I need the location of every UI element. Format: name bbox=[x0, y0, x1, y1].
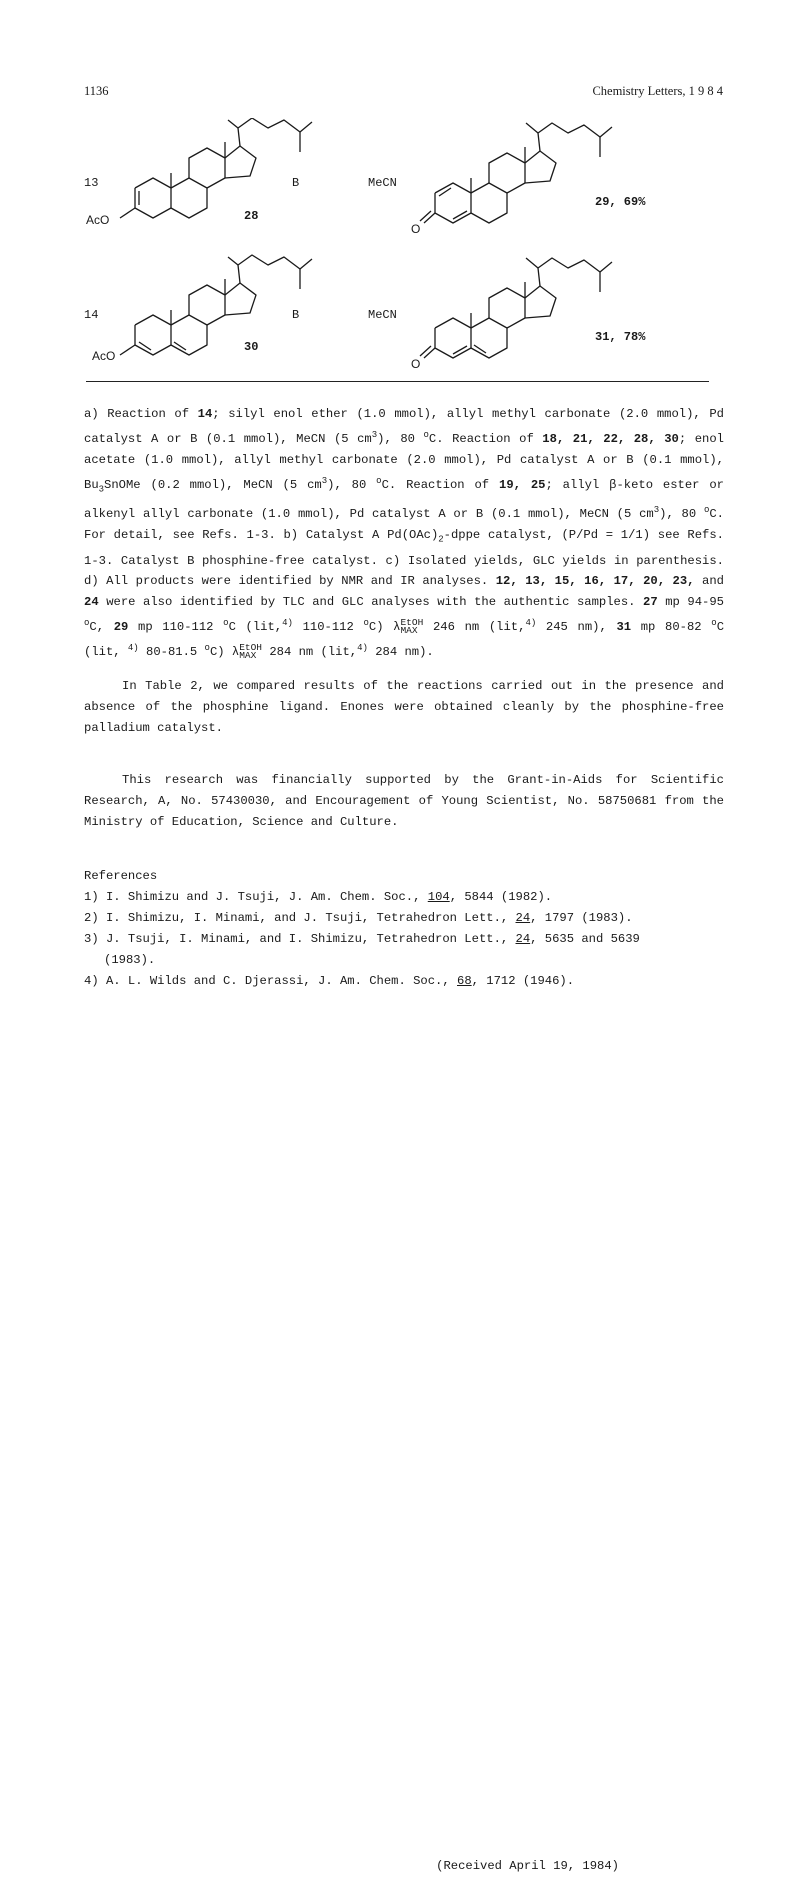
steroid-30-structure bbox=[120, 255, 312, 355]
compound-30-label: 30 bbox=[244, 340, 259, 354]
reference-3-continued: (1983). bbox=[104, 952, 156, 967]
catalyst-b-label: B bbox=[292, 176, 300, 190]
received-date: (Received April 19, 1984) bbox=[436, 1859, 619, 1873]
aco-group-label: AcO bbox=[92, 349, 116, 363]
reference-1: 1) I. Shimizu and J. Tsuji, J. Am. Chem. Soc., 104, 5844 (1982). bbox=[84, 889, 553, 904]
carbonyl-o-label: O bbox=[411, 357, 421, 371]
reference-4: 4) A. L. Wilds and C. Djerassi, J. Am. Chem. Soc., 68, 1712 (1946). bbox=[84, 973, 575, 988]
scheme-divider bbox=[86, 381, 709, 382]
aco-group-label: AcO bbox=[86, 213, 110, 227]
reference-2: 2) I. Shimizu, I. Minami, and J. Tsuji, Tetrahedron Lett., 24, 1797 (1983). bbox=[84, 910, 633, 925]
steroid-29-structure bbox=[420, 123, 612, 223]
footnotes bbox=[84, 404, 724, 663]
catalyst-b-label: B bbox=[292, 308, 300, 322]
page-number: 1136 bbox=[84, 84, 109, 98]
steroid-28-structure bbox=[120, 118, 312, 218]
substrate-13-label: 13 bbox=[84, 176, 99, 190]
solvent-label: MeCN bbox=[368, 176, 397, 190]
compound-28-label: 28 bbox=[244, 209, 259, 223]
product-29-label: 29, 69% bbox=[595, 195, 646, 209]
body-paragraph-1: In Table 2, we compared results of the reactions carried out in the presence and absence of the phosphine ligand. Enones were obtained cleanly by the phosphine-free palladium catalyst. bbox=[84, 679, 724, 735]
footnote-text: a) Reaction of 14; silyl enol ether (1.0 mmol), allyl methyl carbonate (2.0 mmol), Pd catalyst A or B (0.1 mmol), MeCN (5 $cm^3$), 80 $^o$C. Reaction of 18, 21, 22, 28, 30; enol acetate (1.0 mmol), allyl methyl carbonate (2.0 mmol), Pd catalyst A or B (0.1 mmol), $Bu_3SnOMe$ (0.2 mmol), MeCN (5 $cm^3$), 80 $^o$C. Reaction of 19, 25; allyl β-keto ester or alkenyl allyl carbonate (1.0 mmol), Pd catalyst A or B (0.1 mmol), MeCN (5 $cm^3$), 80 $^o$C. For detail, see Refs. 1-3. b) Catalyst A $Pd(OAc)_2$-dppe catalyst, (P/Pd = 1/1) see Refs. 1-3. Catalyst B phosphine-free catalyst. c) Isolated yields, GLC yields in parenthesis. d) All products were identified by NMR and IR analyses. 12, 13, 15, 16, 17, 20, 23, and 24 were also identified by TLC and GLC analyses with the authentic samples. 27 mp 94-95 $^o$C, 29 mp 110-112 $^o$C (lit,$^{4)}$ 110-112 $^o$C) λ EtOH MAX 246 nm (lit,$^{4)}$ 245 nm), 31 mp 80-82 $^o$C (lit, $^{4)}$ 80-81.5 $^o$C) λ EtOH MAX 284 nm (lit,$^{4)}$ 284 nm). bbox=[84, 407, 725, 662]
acknowledgement-paragraph: This research was financially supported by the Grant-in-Aids for Scientific Research, A, No. 57430030, and Encouragement of Young Scientist, No. 58750681 from the Ministry of Education, Science and Culture. bbox=[84, 773, 724, 829]
references-heading: References bbox=[84, 869, 158, 883]
reaction-scheme bbox=[80, 118, 720, 380]
journal-header: Chemistry Letters, 1 9 8 4 bbox=[592, 84, 723, 98]
reference-3: 3) J. Tsuji, I. Minami, and I. Shimizu, Tetrahedron Lett., 24, 5635 and 5639 bbox=[84, 931, 640, 946]
product-31-label: 31, 78% bbox=[595, 330, 646, 344]
steroid-31-structure bbox=[420, 258, 612, 358]
carbonyl-o-label: O bbox=[411, 222, 421, 236]
references bbox=[84, 866, 724, 1873]
solvent-label: MeCN bbox=[368, 308, 397, 322]
substrate-14-label: 14 bbox=[84, 308, 99, 322]
